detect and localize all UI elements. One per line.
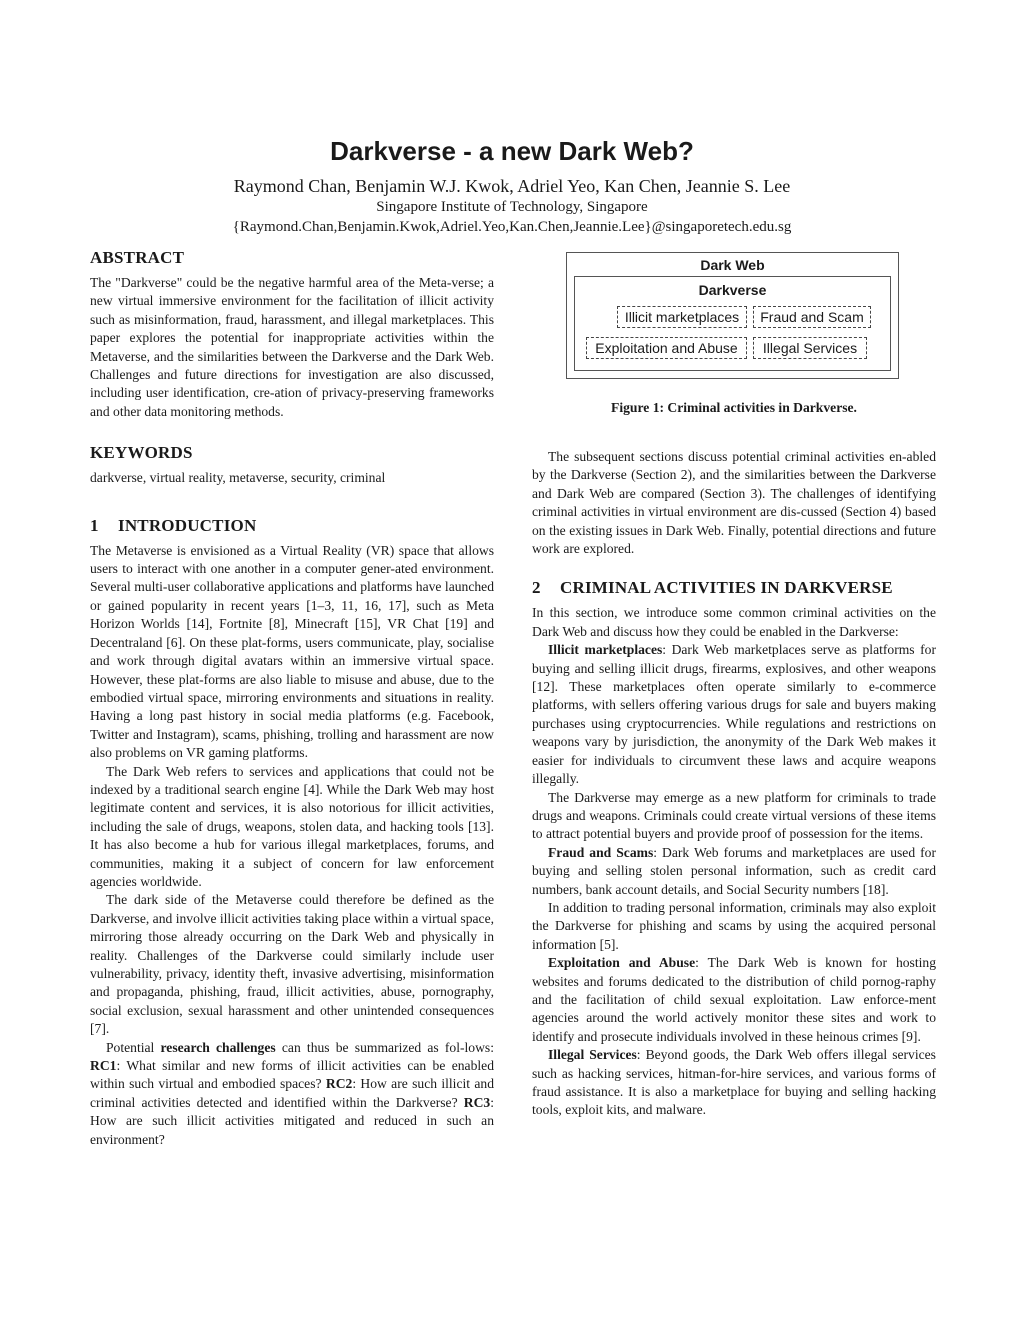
phishing-paragraph: In addition to trading personal information, criminals may also exploit the Darkverse for phishing and scams by using the acquired personal information [5].	[532, 899, 936, 952]
left-column	[90, 248, 494, 1149]
intro-paragraph-1: The Metaverse is envisioned as a Virtual Reality (VR) space that allows users to interact with one another in a computer gener-ated environment. Several multi-user collaborative applications and platforms have launched or gained popularity in recent years [1–3, 11, 16, 17], such as Meta Horizon Worlds [14], Fortnite [8], Minecraft [15], VR Chat [19] and Decentraland [6]. On these plat-forms, users communicate, play, socialise and work through digital avatars within an immersive virtual space. However, these plat-forms are also liable to misuse and abuse, due to the embodied virtual space, mirroring environments and situations in reality. Having a long past history in social media platforms (e.g. Facebook, Twitter and Instagram), scams, phishing, trolling and harassment are now also problems on VR gaming platforms.	[90, 542, 494, 761]
rc1-label: RC1	[90, 1058, 117, 1074]
text-run: : Beyond goods, the Dark Web offers illegal services such as hacking services, hitman-for-hire services, and various forms of fraud assistance. It is also a marketplace for buying and selling hacking tools, exploit kits, and malware.	[532, 1047, 936, 1118]
illicit-marketplaces-box: Illicit marketplaces	[617, 306, 747, 328]
text-run: : The Dark Web is known for hosting websites and forums dedicated to the distribution of child pornog-raphy and the facilitation of child sexual exploitation. Law enforce-ment agencies around the world actively monitor these sites and work to identify and prosecute individuals involved in these heinous crimes [9].	[532, 955, 936, 1044]
affiliation: Singapore Institute of Technology, Singapore	[376, 199, 648, 215]
overview-paragraph: The subsequent sections discuss potential criminal activities en-abled by the Darkverse (Section 2), and the similarities between the Darkverse and Dark Web are compared (Section 3). The challenges of identifying criminal activities in virtual environment are dis-cussed (Section 4) based on the existing issues in Dark Web. Finally, potential directions and future work are explored.	[532, 449, 936, 557]
bold-term: research challenges	[160, 1039, 276, 1055]
rc2-label: RC2	[325, 1076, 353, 1092]
dark-web-label: Dark Web	[700, 257, 765, 273]
illicit-marketplaces-paragraph	[532, 641, 936, 788]
abstract-heading: ABSTRACT	[90, 248, 185, 267]
author-emails: {Raymond.Chan,Benjamin.Kwok,Adriel.Yeo,Kan.Chen,Jeannie.Lee}@singaporetech.edu.sg	[232, 219, 792, 235]
section-number: 1	[90, 515, 99, 535]
abstract-text: The "Darkverse" could be the negative harmful area of the Meta-verse; a new virtual immersive environment for the facilitation of illicit activity such as misinformation, fraud, harassment, and illegal marketplaces. This paper explores the potential for inappropriate activities within the Metaverse, and the similarities between the Darkverse and the Dark Web. Challenges and future directions for investigation are also discussed, including user identification, cre-ation of privacy-preserving frameworks and other data monitoring methods.	[90, 275, 494, 419]
text-run: : How are such illicit activities mitigated and reduced in such an environment?	[90, 1094, 494, 1147]
run-in-heading: Illegal Services	[548, 1047, 637, 1063]
criminal-activities-section	[532, 578, 936, 1119]
run-in-heading: Fraud and Scams	[548, 844, 654, 860]
introduction-heading	[90, 516, 494, 536]
fraud-and-scam-box: Fraud and Scam	[753, 306, 871, 328]
section-number: 2	[532, 578, 541, 598]
intro-paragraph-4	[90, 1039, 494, 1149]
text-run: Potential	[106, 1039, 161, 1055]
figure-caption: Figure 1: Criminal activities in Darkverse.	[611, 400, 857, 415]
section2-heading	[532, 578, 936, 598]
rc3-label: RC3	[463, 1094, 491, 1110]
intro-paragraph-3: The dark side of the Metaverse could therefore be defined as the Darkverse, and involve illicit activities taking place within a virtual space, mirroring those already occurring on the Dark Web and physically in reality. Challenges of the Darkverse could similarly include user vulnerability, privacy, identity theft, invasive advertising, misinformation and propaganda, phishing, fraud, illicit activities, abuse, pornography, social exclusion, sexual harassment and other unintended consequences [7].	[90, 892, 494, 1037]
text-run: : What similar and new forms of illicit activities can be enabled within such virtual and embodied spaces?	[90, 1058, 494, 1092]
run-in-heading: Exploitation and Abuse	[548, 955, 696, 971]
exploitation-paragraph	[532, 954, 936, 1046]
paper-title: Darkverse - a new Dark Web?	[330, 136, 694, 166]
text-run: : Dark Web marketplaces serve as platforms for buying and selling illicit drugs, firearms, explosives, and other weapons [12]. These marketplaces often operate similarly to e-commerce platforms, with sellers offering various drugs for sale and buyers making purchases using cryptocurrencies. While regulations and restrictions on weapons vary by jurisdiction, the anonymity of the Dark Web makes it easier for individuals to circumvent these laws and acquire weapons illegally.	[532, 642, 936, 787]
right-column	[532, 448, 936, 1120]
figure-diagram	[566, 252, 899, 379]
darkverse-label: Darkverse	[698, 282, 767, 298]
exploitation-and-abuse-box: Exploitation and Abuse	[586, 337, 747, 359]
text-run: can thus be summarized as fol-lows:	[275, 1039, 494, 1055]
keywords-section	[90, 443, 494, 487]
text-run: : How are such illicit and criminal activities detected and identified within the Darkverse?	[90, 1076, 494, 1110]
section-title: CRIMINAL ACTIVITIES IN DARKVERSE	[560, 578, 893, 598]
fraud-scams-paragraph	[532, 844, 936, 899]
run-in-heading: Illicit marketplaces	[548, 642, 663, 658]
darkverse-trade-paragraph: The Darkverse may emerge as a new platform for criminals to trade drugs and weapons. Criminals could create virtual versions of these items to attract potential buyers and provide proof of possession for the items.	[532, 789, 936, 842]
section2-intro: In this section, we introduce some common criminal activities on the Dark Web and discuss how they could be enabled in the Darkverse:	[532, 605, 936, 639]
keywords-text: darkverse, virtual reality, metaverse, security, criminal	[90, 470, 386, 486]
keywords-heading: KEYWORDS	[90, 443, 193, 463]
section-title: INTRODUCTION	[118, 515, 257, 535]
darkverse-box	[574, 276, 891, 371]
abstract-section	[90, 248, 494, 421]
author-list: Raymond Chan, Benjamin W.J. Kwok, Adriel Yeo, Kan Chen, Jeannie S. Lee	[233, 176, 791, 196]
text-run: : Dark Web forums and marketplaces are used for buying and selling stolen personal information, such as credit card numbers, bank account details, and Social Security numbers [18].	[532, 844, 936, 897]
intro-paragraph-2: The Dark Web refers to services and applications that could not be indexed by a traditional search engine [4]. While the Dark Web may host legitimate content and services, it is also notorious for illicit activities, including the sale of drugs, weapons, stolen data, and hacking tools [13]. It has also become a hub for various illegal marketplaces, forums, and communities, making it a subject of concern for law enforcement agencies worldwide.	[90, 763, 494, 889]
illegal-services-box: Illegal Services	[753, 337, 867, 359]
introduction-section	[90, 516, 494, 1149]
illegal-services-paragraph	[532, 1046, 936, 1120]
